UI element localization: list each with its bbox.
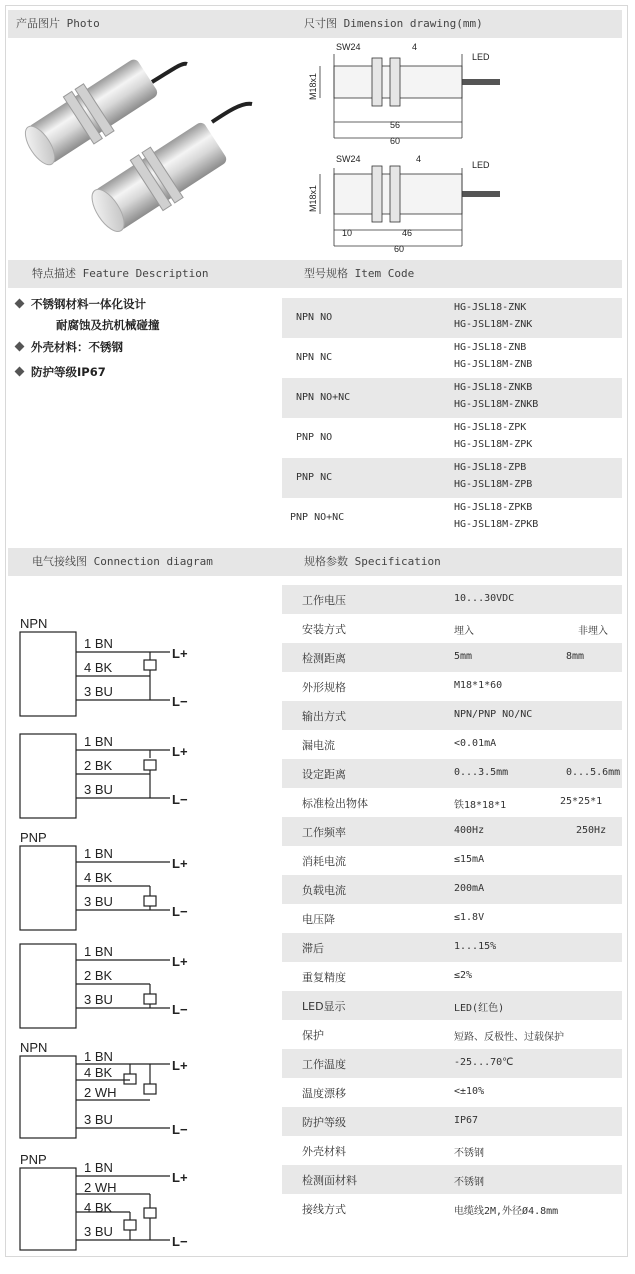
item-code-value: HG-JSL18-ZPB (454, 462, 527, 473)
spec-label: 检测距离 (302, 652, 346, 665)
spec-value: 铁18*18*1 (454, 800, 507, 811)
item-code-value: HG-JSL18M-ZPB (454, 479, 533, 490)
dim-bot-nut: 4 (416, 154, 422, 164)
spec-row (282, 643, 622, 672)
terminal-label: L+ (172, 1058, 188, 1073)
photo-header: 产品图片 Photo (8, 10, 282, 38)
spec-value: <0.01mA (454, 738, 497, 749)
spec-value: M18*1*60 (454, 680, 503, 691)
item-code-value: HG-JSL18-ZNB (454, 342, 527, 353)
spec-label: 检测面材料 (302, 1174, 357, 1187)
dim-bot-thread: M18x1 (308, 184, 318, 212)
item-code-row (282, 418, 622, 458)
spec-row (282, 933, 622, 962)
item-code-row (282, 498, 622, 538)
spec-value: 1...15% (454, 941, 497, 952)
spec-row (282, 759, 622, 788)
spec-value: IP67 (454, 1115, 479, 1126)
wire-label: 2 BK (84, 968, 113, 983)
item-code-type: PNP NC (296, 472, 333, 483)
spec-label: 接线方式 (302, 1203, 346, 1216)
item-code-value: HG-JSL18M-ZNKB (454, 399, 539, 410)
terminal-label: L+ (172, 856, 188, 871)
dim-bot-total: 60 (394, 244, 405, 254)
spec-label: 滞后 (302, 942, 324, 955)
spec-row (282, 1194, 622, 1223)
product-photo (12, 42, 274, 252)
spec-label: 安装方式 (302, 623, 346, 636)
spec-label: LED显示 (302, 1000, 346, 1013)
item-code-value: HG-JSL18M-ZNK (454, 319, 533, 330)
spec-row (282, 817, 622, 846)
spec-value: -25...70℃ (454, 1057, 514, 1068)
spec-label: 工作温度 (302, 1058, 346, 1071)
item-code-row (282, 458, 622, 498)
wiring-npn-label-1: NPN (20, 616, 48, 631)
spec-row (282, 1107, 622, 1136)
item-code-type: PNP NO (296, 432, 333, 443)
dim-bot-head: 10 (342, 228, 353, 238)
dimension-header: 尺寸图 Dimension drawing(mm) (282, 10, 622, 38)
wire-label: 1 BN (84, 734, 113, 749)
wiring-diagrams (10, 600, 210, 1260)
item-code-value: HG-JSL18-ZPKB (454, 502, 533, 513)
spec-row (282, 1020, 622, 1049)
diamond-bullet-icon (15, 367, 25, 377)
feature-3: 防护等级IP67 (16, 364, 106, 380)
spec-row (282, 1165, 622, 1194)
spec-row (282, 1049, 622, 1078)
wire-label: 4 BK (84, 660, 113, 675)
wire-label: 3 BU (84, 684, 113, 699)
spec-value-alt: 25*25*1 (560, 796, 603, 807)
spec-row (282, 1078, 622, 1107)
spec-row (282, 962, 622, 991)
terminal-label: L− (172, 1234, 188, 1249)
terminal-label: L− (172, 1122, 188, 1137)
wire-label: 1 BN (84, 1160, 113, 1175)
spec-row (282, 1136, 622, 1165)
spec-value: 10...30VDC (454, 593, 515, 604)
spec-value: 200mA (454, 883, 485, 894)
wire-label: 1 BN (84, 1049, 113, 1064)
connection-header: 电气接线图 Connection diagram (8, 548, 282, 576)
spec-label: 电压降 (302, 913, 335, 926)
wiring-npn-label-2: NPN (20, 1040, 48, 1055)
diamond-bullet-icon (15, 342, 25, 352)
wiring-pnp-label-1: PNP (20, 830, 47, 845)
wire-label: 2 BK (84, 758, 113, 773)
spec-row (282, 585, 622, 614)
spec-value: 埋入 (454, 626, 474, 637)
wire-label: 4 BK (84, 1200, 113, 1215)
spec-label: 外壳材料 (302, 1145, 346, 1158)
item-code-type: NPN NC (296, 352, 333, 363)
diamond-bullet-icon (15, 299, 25, 309)
spec-value: <±10% (454, 1086, 485, 1097)
terminal-label: L− (172, 1002, 188, 1017)
spec-label: 输出方式 (302, 710, 346, 723)
wire-label: 4 BK (84, 870, 113, 885)
spec-label: 设定距离 (302, 768, 346, 781)
spec-value-alt: 非埋入 (578, 626, 608, 637)
dimension-drawing (290, 38, 520, 254)
spec-label: 温度漂移 (302, 1087, 346, 1100)
wire-label: 3 BU (84, 1224, 113, 1239)
feature-header: 特点描述 Feature Description (8, 260, 282, 288)
spec-value: 5mm (454, 651, 473, 662)
terminal-label: L+ (172, 744, 188, 759)
wire-label: 2 WH (84, 1180, 117, 1195)
spec-row (282, 614, 622, 643)
spec-value: 短路、反极性、过载保护 (454, 1032, 564, 1043)
wire-label: 1 BN (84, 944, 113, 959)
item-code-value: HG-JSL18-ZPK (454, 422, 527, 433)
spec-value: 400Hz (454, 825, 485, 836)
dim-bot-sw: SW24 (336, 154, 361, 164)
item-code-type: NPN NO (296, 312, 333, 323)
spec-label: 负载电流 (302, 884, 346, 897)
wire-label: 3 BU (84, 782, 113, 797)
spec-value: 0...3.5mm (454, 767, 509, 778)
spec-label: 外形规格 (302, 681, 346, 694)
dim-bot-inner: 46 (402, 228, 413, 238)
item-code-value: HG-JSL18-ZNKB (454, 382, 533, 393)
terminal-label: L+ (172, 1170, 188, 1185)
wire-label: 1 BN (84, 846, 113, 861)
item-code-row (282, 298, 622, 338)
feature-2: 外壳材料：不锈钢 (16, 339, 123, 355)
spec-value-alt: 0...5.6mm (566, 767, 621, 778)
item-code-row (282, 338, 622, 378)
spec-label: 保护 (302, 1029, 324, 1042)
spec-row (282, 846, 622, 875)
dim-bot-led: LED (472, 160, 490, 170)
spec-row (282, 730, 622, 759)
item-code-type: PNP NO+NC (290, 512, 345, 523)
item-code-type: NPN NO+NC (296, 392, 351, 403)
spec-value: 电缆线2M,外径Ø4.8mm (454, 1206, 559, 1217)
wire-label: 3 BU (84, 894, 113, 909)
spec-value: 不锈钢 (454, 1177, 484, 1188)
spec-value: 不锈钢 (454, 1148, 484, 1159)
wire-label: 3 BU (84, 1112, 113, 1127)
dim-top-sw: SW24 (336, 42, 361, 52)
wire-label: 4 BK (84, 1065, 113, 1080)
spec-label: 工作频率 (302, 826, 346, 839)
spec-value-alt: 8mm (566, 651, 585, 662)
spec-row (282, 701, 622, 730)
spec-label: 消耗电流 (302, 855, 346, 868)
spec-value-alt: 250Hz (576, 825, 607, 836)
wire-label: 3 BU (84, 992, 113, 1007)
spec-value: ≤1.8V (454, 912, 485, 923)
dim-top-nut: 4 (412, 42, 418, 52)
spec-value: NPN/PNP NO/NC (454, 709, 533, 720)
spec-row (282, 904, 622, 933)
terminal-label: L− (172, 792, 188, 807)
item-code-header: 型号规格 Item Code (282, 260, 622, 288)
wire-label: 1 BN (84, 636, 113, 651)
terminal-label: L+ (172, 646, 188, 661)
spec-value: ≤2% (454, 970, 473, 981)
spec-label: 漏电流 (302, 739, 335, 752)
item-code-row (282, 378, 622, 418)
item-code-value: HG-JSL18M-ZPK (454, 439, 533, 450)
wiring-pnp-label-2: PNP (20, 1152, 47, 1167)
terminal-label: L− (172, 694, 188, 709)
item-code-value: HG-JSL18-ZNK (454, 302, 527, 313)
spec-row (282, 672, 622, 701)
wire-label: 2 WH (84, 1085, 117, 1100)
spec-label: 防护等级 (302, 1116, 346, 1129)
specification-header: 规格参数 Specification (282, 548, 622, 576)
item-code-value: HG-JSL18M-ZNB (454, 359, 533, 370)
spec-label: 重复精度 (302, 971, 346, 984)
item-code-value: HG-JSL18M-ZPKB (454, 519, 539, 530)
spec-row (282, 788, 622, 817)
feature-1b: 耐腐蚀及抗机械碰撞 (56, 318, 160, 332)
dim-top-total: 60 (390, 136, 401, 146)
terminal-label: L+ (172, 954, 188, 969)
feature-1: 不锈钢材料一体化设计 (16, 296, 146, 312)
spec-label: 工作电压 (302, 594, 346, 607)
terminal-label: L− (172, 904, 188, 919)
spec-label: 标准检出物体 (302, 797, 368, 810)
spec-row (282, 991, 622, 1020)
dim-top-inner: 56 (390, 120, 401, 130)
dim-top-thread: M18x1 (308, 72, 318, 100)
dim-top-led: LED (472, 52, 490, 62)
spec-value: LED(红色) (454, 1003, 505, 1014)
spec-row (282, 875, 622, 904)
spec-value: ≤15mA (454, 854, 485, 865)
